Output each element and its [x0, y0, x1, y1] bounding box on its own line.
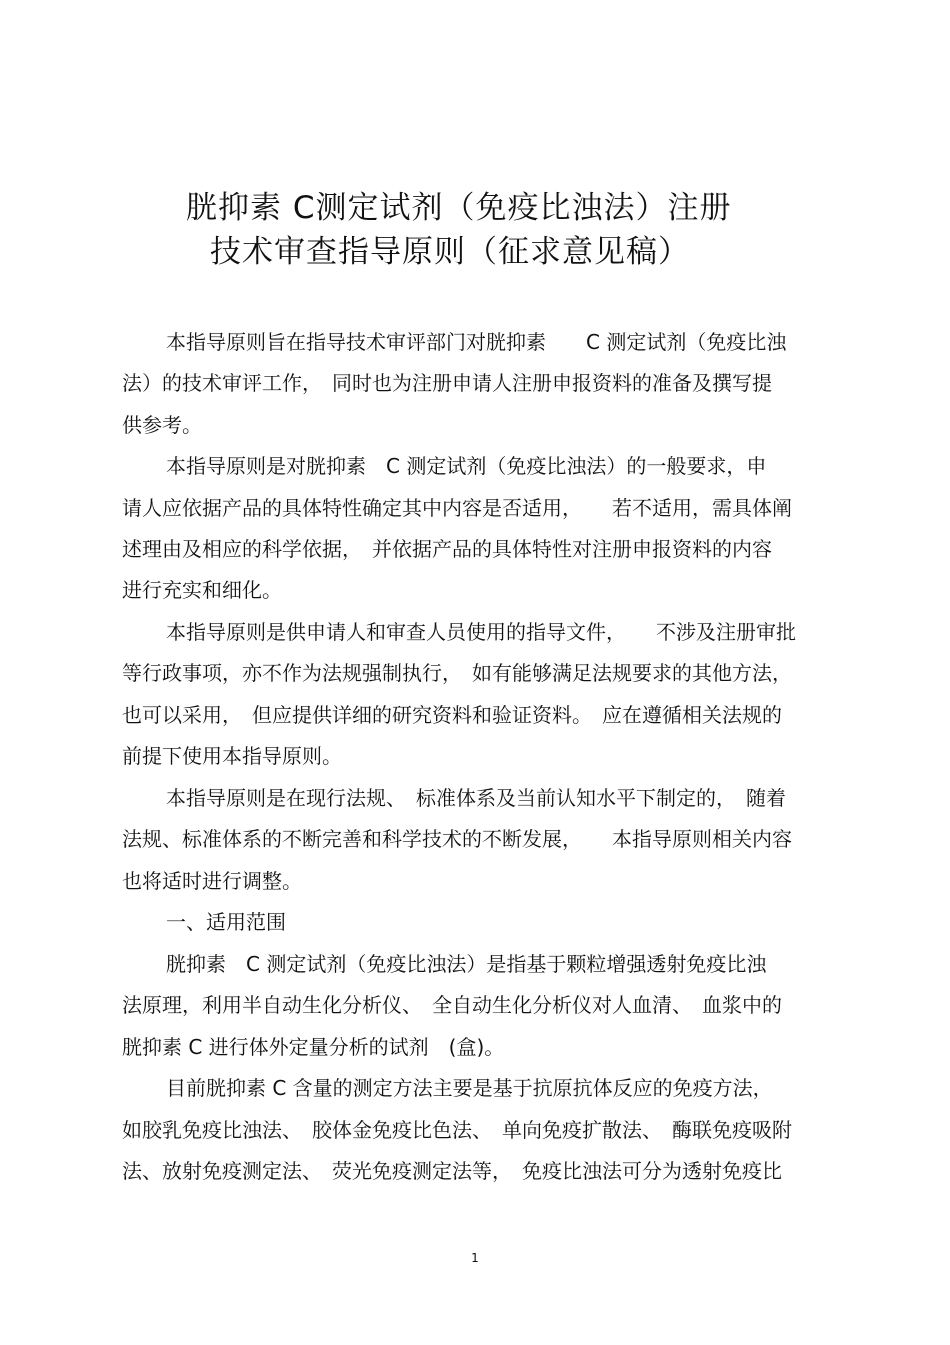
- body-line-6: 述理由及相应的科学依据， 并依据产品的具体特性对注册申报资料的内容: [122, 537, 772, 561]
- body-line-8: 本指导原则是供申请人和审查人员使用的指导文件， 不涉及注册审批: [166, 620, 796, 644]
- page-number: 1: [471, 1251, 479, 1265]
- body-line-2: 法）的技术审评工作， 同时也为注册申请人注册申报资料的准备及撰写提: [122, 371, 772, 395]
- title-line-2: 技术审查指导原则（征求意见稿）: [210, 234, 690, 270]
- body-line-16: 法原理，利用半自动生化分析仪、 全自动生化分析仪对人血清、 血浆中的: [122, 993, 782, 1017]
- body-line-15: 胱抑素 C 测定试剂（免疫比浊法）是指基于颗粒增强透射免疫比浊: [166, 952, 767, 976]
- body-line-13: 法规、标准体系的不断完善和科学技术的不断发展， 本指导原则相关内容: [122, 827, 792, 851]
- body-line-7: 进行充实和细化。: [122, 578, 282, 602]
- body-line-3: 供参考。: [122, 413, 202, 437]
- body-line-11: 前提下使用本指导原则。: [122, 744, 342, 768]
- body-line-20: 法、放射免疫测定法、 荧光免疫测定法等， 免疫比浊法可分为透射免疫比: [122, 1159, 782, 1183]
- title-line-1: 胱抑素 C测定试剂（免疫比浊法）注册: [186, 190, 732, 226]
- body-line-5: 请人应依据产品的具体特性确定其中内容是否适用， 若不适用，需具体阐: [122, 496, 792, 520]
- body-line-9: 等行政事项，亦不作为法规强制执行， 如有能够满足法规要求的其他方法，: [122, 661, 792, 685]
- body-line-10: 也可以采用， 但应提供详细的研究资料和验证资料。 应在遵循相关法规的: [122, 703, 782, 727]
- body-line-17: 胱抑素 C 进行体外定量分析的试剂 (盒)。: [122, 1035, 505, 1059]
- body-line-18: 目前胱抑素 C 含量的测定方法主要是基于抗原抗体反应的免疫方法，: [166, 1076, 773, 1100]
- body-line-12: 本指导原则是在现行法规、 标准体系及当前认知水平下制定的， 随着: [166, 786, 786, 810]
- section-heading-scope: 一、适用范围: [166, 910, 286, 934]
- body-line-4: 本指导原则是对胱抑素 C 测定试剂（免疫比浊法）的一般要求，申: [166, 454, 767, 478]
- body-line-1: 本指导原则旨在指导技术审评部门对胱抑素 C 测定试剂（免疫比浊: [166, 330, 787, 354]
- body-line-14: 也将适时进行调整。: [122, 869, 302, 893]
- body-line-19: 如胶乳免疫比浊法、 胶体金免疫比色法、 单向免疫扩散法、 酶联免疫吸附: [122, 1118, 792, 1142]
